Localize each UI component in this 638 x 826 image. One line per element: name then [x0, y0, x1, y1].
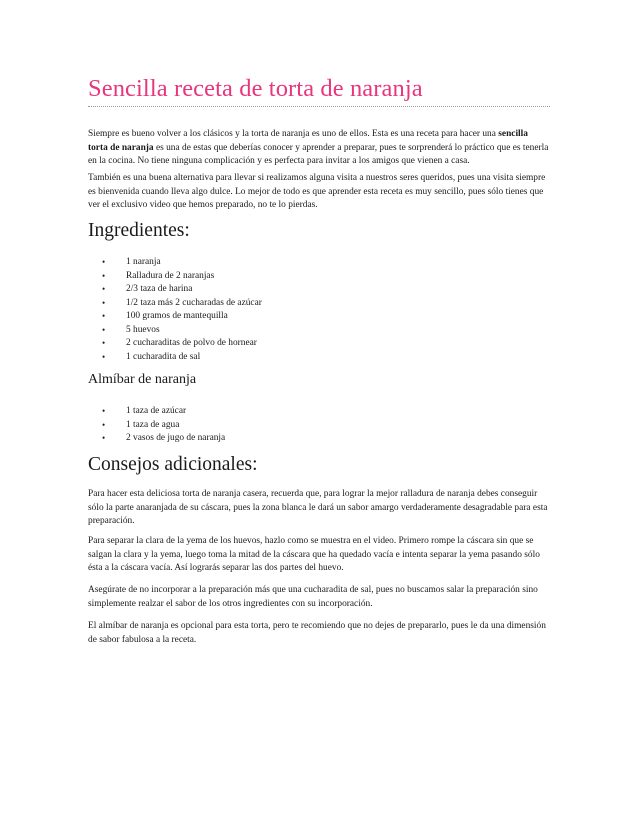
- bullet-icon: •: [102, 338, 106, 348]
- bullet-icon: •: [102, 311, 106, 321]
- bullet-icon: •: [102, 351, 106, 362]
- page-title: Sencilla receta de torta de naranja: [88, 75, 423, 102]
- intro-paragraph-2: También es una buena alternativa para llevar si realizamos alguna visita a nuestros seres queridos, pues una visita siempre es bienvenida cuando lleva algo dulce. Lo mejor de todo es que aprender esta receta es muy sencillo, pues sólo tienes que ver el exclusivo video que hemos preparado, no te lo pierdas.: [88, 173, 546, 210]
- ingredients-list: [88, 256, 488, 364]
- list-item: • Ralladura de 2 naranjas: [88, 270, 488, 284]
- almibar-heading: Almíbar de naranja: [88, 372, 197, 387]
- list-item: • 1 naranja: [88, 256, 488, 270]
- intro-bold-phrase: sencilla torta de naranja: [88, 129, 528, 153]
- tip-paragraph: Para hacer esta deliciosa torta de naranja casera, recuerda que, para lograr la mejor ralladura de naranja debes conseguir sólo la parte anaranjada de su cáscara, pues la zona blanca le dará un sabor amargo verdaderamente desagradable para esta preparación.: [88, 489, 548, 526]
- tip-paragraph: Asegúrate de no incorporar a la preparación más que una cucharadita de sal, pues no buscamos salar la preparación sino simplemente realzar el sabor de los otros ingredientes con su incorporación.: [88, 585, 538, 609]
- bullet-icon: •: [102, 270, 106, 281]
- bullet-icon: •: [102, 257, 106, 267]
- list-item: • 2 cucharaditas de polvo de hornear: [88, 337, 488, 351]
- intro-text-end: es una de estas que deberías conocer y aprender a preparar, pues te sorprenderá lo práctico que es tenerla en la cocina. No tiene ninguna complicación y es perfecta para invitar a los amigos que vienen a casa.: [88, 142, 549, 166]
- bullet-icon: •: [102, 433, 106, 443]
- tip-paragraph: Para separar la clara de la yema de los huevos, hazlo como se muestra en el video. Primero rompe la cáscara sin que se salgan la clara y la yema, luego toma la mitad de la cáscara que ha quedado vacía e intenta separar la yema pasando sólo ésta a la cáscara vacía. Así lograrás separar las dos partes del huevo.: [88, 536, 540, 573]
- almibar-list: [88, 405, 488, 446]
- intro-paragraph-1: [88, 128, 550, 169]
- list-item: • 1 taza de agua: [88, 419, 488, 433]
- list-item: • 1/2 taza más 2 cucharadas de azúcar: [88, 297, 488, 311]
- tips-heading: Consejos adicionales:: [88, 454, 258, 475]
- bullet-icon: •: [102, 419, 106, 430]
- bullet-icon: •: [102, 284, 106, 294]
- intro-text-start: Siempre es bueno volver a los clásicos y la torta de naranja es uno de ellos. Esta es una receta para hacer una: [88, 129, 499, 139]
- ingredients-heading: Ingredientes:: [88, 220, 190, 241]
- list-item: • 100 gramos de mantequilla: [88, 310, 488, 324]
- bullet-icon: •: [102, 324, 106, 335]
- list-item: • 2/3 taza de harina: [88, 283, 488, 297]
- list-item: • 1 cucharadita de sal: [88, 351, 488, 365]
- list-item: • 1 taza de azúcar: [88, 405, 488, 419]
- list-item: • 5 huevos: [88, 324, 488, 338]
- title-divider: [88, 106, 550, 107]
- tip-paragraph: El almíbar de naranja es opcional para esta torta, pero te recomiendo que no dejes de prepararlo, pues le da una dimensión de sabor fabulosa a la receta.: [88, 621, 546, 645]
- bullet-icon: •: [102, 297, 106, 308]
- bullet-icon: •: [102, 406, 106, 416]
- list-item: • 2 vasos de jugo de naranja: [88, 432, 488, 446]
